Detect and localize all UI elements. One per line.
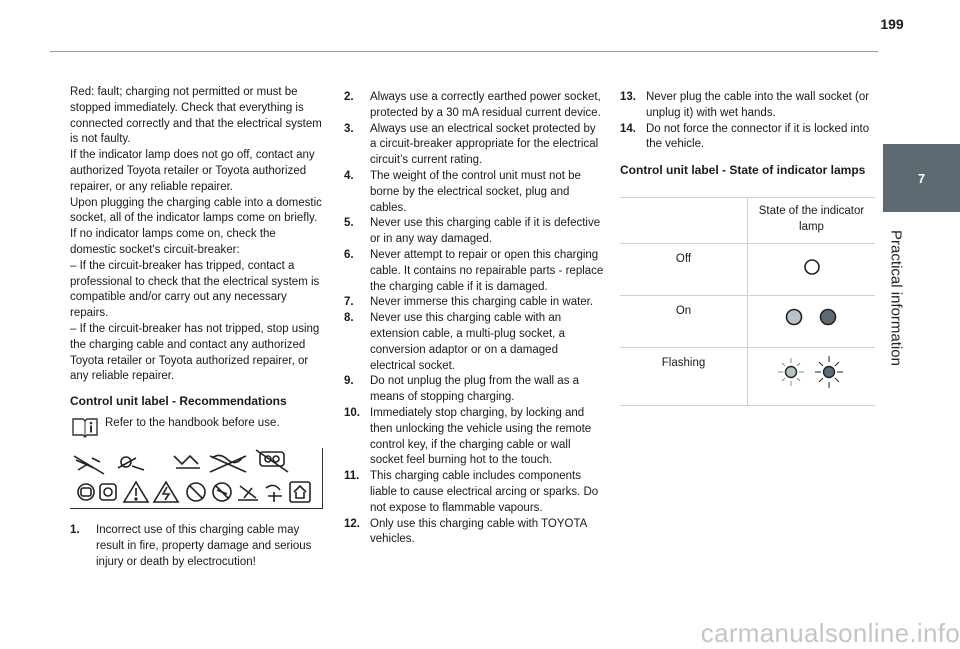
state-label: Flashing	[620, 347, 748, 405]
recommendations-list-1	[70, 523, 325, 570]
top-rule	[50, 51, 878, 52]
list-item	[344, 169, 604, 216]
warning-symbols-label	[70, 448, 323, 509]
list-item	[344, 517, 604, 549]
handbook-note-text: Refer to the handbook before use.	[105, 416, 280, 429]
handbook-note	[70, 416, 325, 438]
recommendations-list-2	[344, 90, 604, 548]
list-item	[344, 374, 604, 406]
list-item	[344, 216, 604, 248]
list-text: Always use an electrical socket protected by a circuit-breaker appropriate for the electrical circuit’s current rating.	[370, 122, 599, 167]
list-number: 1.	[70, 523, 80, 536]
list-item	[344, 90, 604, 122]
list-number: 8.	[344, 312, 354, 325]
lamp-off-icon	[782, 245, 842, 285]
list-text: Only use this charging cable with TOYOTA vehicles.	[370, 517, 587, 546]
column-2	[344, 90, 604, 548]
state-icon-cell	[748, 295, 876, 347]
section-heading-recommendations: Control unit label - Recommendations	[70, 394, 287, 409]
state-label: On	[620, 295, 748, 347]
chapter-title-text: Practical information	[887, 230, 905, 366]
list-text: Do not force the connector if it is locked into the vehicle.	[646, 122, 870, 151]
list-number: 2.	[344, 91, 354, 103]
table-header-empty	[620, 197, 748, 243]
watermark: carmanualsonline.info	[700, 618, 960, 648]
paragraph: If no indicator lamps come on, check the domestic socket's circuit-breaker:	[70, 228, 276, 256]
paragraph: If the indicator lamp does not go off, contact any authorized Toyota retailer or Toyota authorized repairer, or any reliable repairer.	[70, 149, 315, 193]
page-number: 199	[880, 16, 904, 32]
list-text: Never use this charging cable with an extension cable, a multi-plug socket, a conversion adaptor or on a damaged electrical socket.	[370, 312, 565, 372]
paragraph: Red: fault; charging not permitted or must be stopped immediately. Check that everything is connected correctly and that the electrical system is not faulty.	[70, 86, 322, 146]
state-icon-cell	[748, 243, 876, 295]
lamp-flashing-icon	[767, 349, 857, 395]
list-number: 14.	[620, 122, 636, 135]
list-number: 13.	[620, 91, 636, 103]
paragraph: Upon plugging the charging cable into a domestic socket, all of the indicator lamps come on briefly.	[70, 196, 322, 225]
list-item	[620, 122, 878, 154]
section-heading-indicator-states: Control unit label - State of indicator lamps	[620, 163, 866, 178]
list-item	[620, 90, 878, 122]
table-row	[620, 243, 875, 295]
list-item	[344, 311, 604, 374]
state-icon-cell	[748, 347, 876, 405]
paragraph: – If the circuit-breaker has tripped, contact a professional to check that the electrical system is compatible and/or carry out any necessary repairs.	[70, 259, 320, 320]
column-1	[70, 85, 325, 570]
list-text: Immediately stop charging, by locking and then unlocking the vehicle using the remote control key, if the charging cable or wall socket feel burning hot to the touch.	[370, 406, 592, 467]
list-number: 6.	[344, 248, 354, 261]
lamp-on-icon	[772, 297, 852, 337]
list-number: 11.	[344, 470, 360, 483]
table-header-cell: State of the indicator lamp	[748, 197, 876, 243]
list-number: 10.	[344, 406, 360, 419]
state-label: Off	[620, 243, 748, 295]
table-row	[620, 295, 875, 347]
list-item	[344, 122, 604, 169]
indicator-state-table	[620, 197, 875, 406]
recommendations-list-3	[620, 90, 878, 153]
list-text: Always use a correctly earthed power socket, protected by a 30 mA residual current device.	[370, 91, 601, 119]
list-text: This charging cable includes components liable to cause electrical arcing or sparks. Do not expose to flammable vapours.	[370, 470, 599, 514]
handbook-info-icon	[70, 416, 100, 438]
paragraph: – If the circuit-breaker has not tripped, stop using the charging cable and contact any authorized Toyota retailer or Toyota authorized repairer, or any reliable repairer.	[70, 322, 320, 383]
list-number: 7.	[344, 296, 354, 309]
column-3	[620, 90, 878, 406]
list-text: Incorrect use of this charging cable may result in fire, property damage and serious injury or death by electrocution!	[96, 523, 312, 568]
list-number: 9.	[344, 375, 354, 388]
list-number: 3.	[344, 122, 354, 135]
list-number: 12.	[344, 517, 360, 530]
list-item	[344, 248, 604, 295]
list-text: Do not unplug the plug from the wall as a means of stopping charging.	[370, 375, 580, 404]
warning-symbols-icon	[70, 448, 322, 508]
list-item	[344, 295, 604, 311]
list-item	[344, 406, 604, 469]
list-item	[344, 469, 604, 516]
list-text: Never attempt to repair or open this charging cable. It contains no repairable parts - replace the charging cable if it is damaged.	[370, 248, 604, 293]
list-number: 5.	[344, 217, 354, 230]
list-text: The weight of the control unit must not be borne by the electrical socket, plug and cables.	[370, 169, 581, 214]
chapter-tab[interactable]: 7	[883, 144, 960, 212]
list-number: 4.	[344, 169, 354, 182]
table-row	[620, 347, 875, 405]
list-text: Never immerse this charging cable in water.	[370, 296, 594, 309]
list-text: Never plug the cable into the wall socket (or unplug it) with wet hands.	[646, 91, 870, 119]
table-header-row	[620, 197, 875, 243]
list-item	[70, 523, 325, 570]
list-text: Never use this charging cable if it is defective or in any way damaged.	[370, 217, 601, 246]
